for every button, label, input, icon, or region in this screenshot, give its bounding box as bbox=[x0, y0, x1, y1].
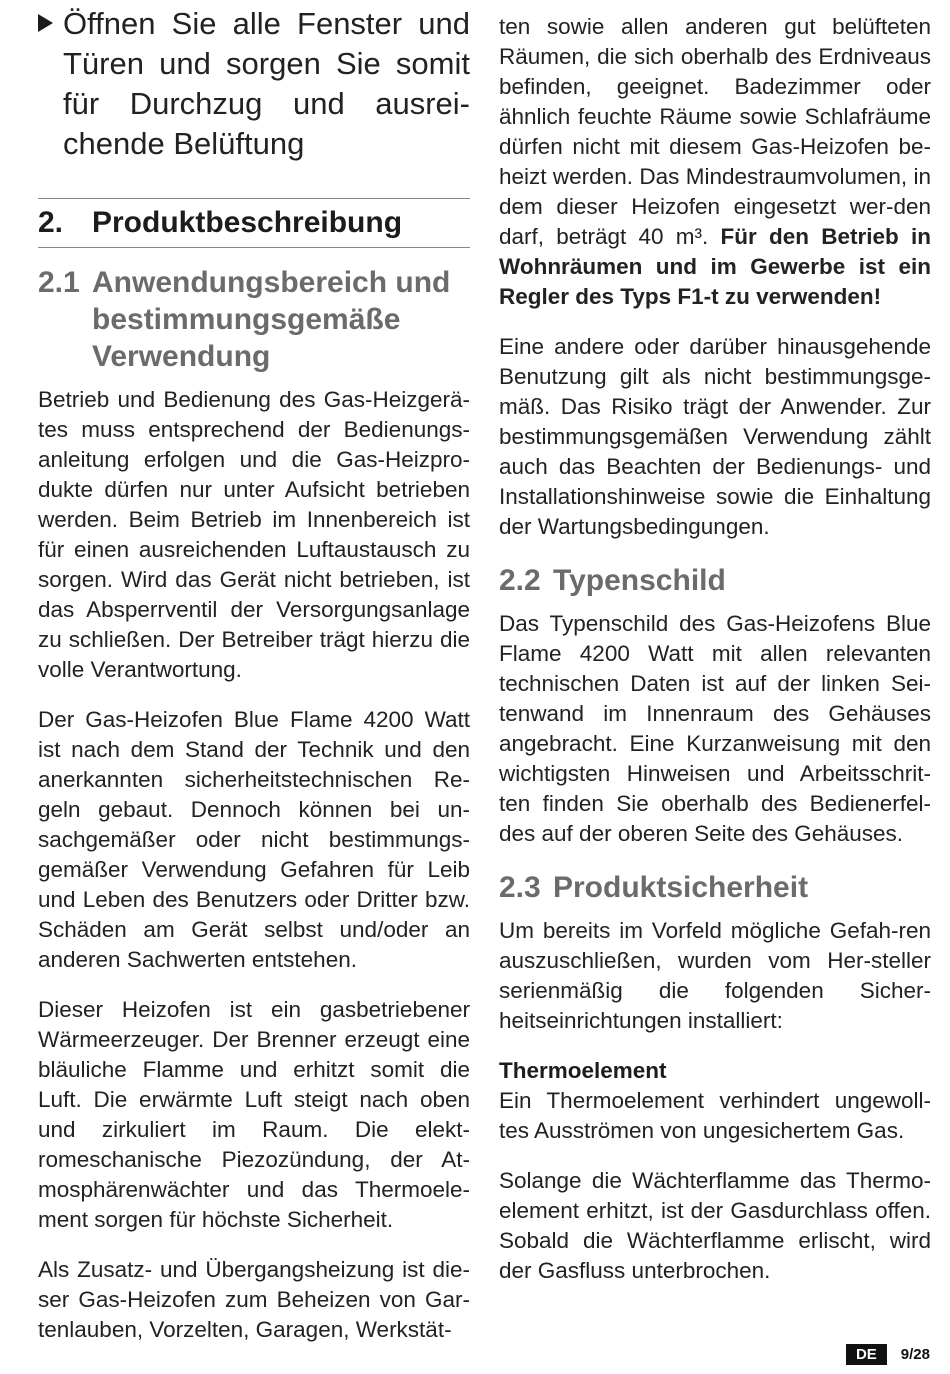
paragraph: Betrieb und Bedienung des Gas-Heizgerä-tes muss entsprechend der Bedienungs-anleitung erfolgen und die Gas-Heizpro-dukte dürfen nur unter Aufsicht betrieben werden. Beim Betrieb im Innenbereich ist für einen ausreichenden Luftaustausch zu sorgen. Wird das Gerät nicht betrieben, ist das Absperrventil der Versorgungsanlage zu schließen. Der Betreiber trägt hierzu die volle Verantwortung. bbox=[38, 387, 470, 682]
paragraph: Der Gas-Heizofen Blue Flame 4200 Watt ist nach dem Stand der Technik und den anerkannten sicherheitstechnischen Re-geln gebaut. Dennoch können bei un-sachgemäßer oder nicht bestimmungs-gemäßer Verwendung Gefahren für Leib und Leben des Benutzers oder Dritter bzw. Schäden am Gerät selbst und/oder an anderen Sachwerten entstehen. bbox=[38, 707, 470, 972]
bullet-text: Öffnen Sie alle Fenster und Türen und sorgen Sie somit für Durchzug und ausrei-chende Belüftung bbox=[63, 6, 470, 161]
paragraph: Das Typenschild des Gas-Heizofens Blue Flame 4200 Watt mit allen relevanten technischen Daten ist auf der linken Sei-tenwand im Innenraum des Gehäuses angebracht. Eine Kurzanweisung mit den wichtigsten Hinweisen und Arbeitsschrit-ten finden Sie oberhalb des Bedienerfel-des auf der oberen Seite des Gehäuses. bbox=[499, 611, 931, 846]
section-rule-bottom bbox=[38, 247, 470, 248]
subsection-heading-2-1 bbox=[38, 264, 470, 375]
paragraph: Als Zusatz- und Übergangsheizung ist die-ser Gas-Heizofen zum Beheizen von Gar-tenlauben, Vorzelten, Garagen, Werkstät- bbox=[38, 1257, 470, 1342]
paragraph bbox=[499, 12, 931, 312]
subsection-number: 2.3 bbox=[499, 871, 541, 904]
paragraph-bold-notice: Für den Betrieb in Wohnräumen und im Gewerbe ist ein Regler des Typs F1-t zu verwenden! bbox=[499, 224, 931, 309]
page-number: 9/28 bbox=[900, 1346, 930, 1363]
language-badge: DE bbox=[846, 1344, 887, 1365]
paragraph: Ein Thermoelement verhindert ungewoll-tes Ausströmen von ungesichertem Gas. bbox=[499, 1088, 931, 1143]
paragraph: Dieser Heizofen ist ein gasbetriebener Wärmeerzeuger. Der Brenner erzeugt eine bläuliche Flamme und erhitzt somit die Luft. Die erwärmte Luft steigt nach oben und zirkuliert im Raum. Die elekt-romeschanische Piezozündung, der At-mosphärenwächter und das Thermoele-ment sorgen für höchste Sicherheit. bbox=[38, 997, 470, 1232]
right-column bbox=[499, 12, 931, 1306]
paragraph-text: ten sowie allen anderen gut belüfteten Räumen, die sich oberhalb des Erdniveaus befinden, geeignet. Badezimmer oder ähnlich feuchte Räume sowie Schlafräume dürfen nicht mit diesem Gas-Heizofen be-heizt werden. Das Mindestraumvolumen, in dem dieser Heizofen eingesetzt wer-den darf, beträgt 40 m³. bbox=[499, 14, 931, 249]
thermoelement-title: Thermoelement bbox=[499, 1058, 667, 1083]
section-title: Produktbeschreibung bbox=[92, 206, 403, 239]
page-footer bbox=[846, 1344, 930, 1365]
subsection-title-line3: Verwendung bbox=[92, 340, 271, 373]
section-rule-top bbox=[38, 198, 470, 199]
triangle-bullet-icon bbox=[38, 14, 53, 32]
subsection-title: Produktsicherheit bbox=[553, 871, 809, 904]
paragraph: Um bereits im Vorfeld mögliche Gefah-ren auszuschließen, wurden vom Her-steller serienmäßig die folgenden Sicher-heitseinrichtungen installiert: bbox=[499, 918, 931, 1033]
subsection-title: Typenschild bbox=[553, 564, 726, 597]
subsection-title-line2: bestimmungsgemäße bbox=[92, 303, 401, 336]
bullet-item bbox=[38, 4, 470, 164]
subsection-title-line1: Anwendungsbereich und bbox=[92, 266, 451, 299]
left-column bbox=[38, 0, 470, 1365]
section-heading bbox=[38, 203, 470, 243]
subsection-number: 2.1 bbox=[38, 266, 80, 299]
section-number: 2. bbox=[38, 206, 64, 239]
subsection-heading-2-3 bbox=[499, 869, 931, 906]
paragraph: Eine andere oder darüber hinausgehende Benutzung gilt als nicht bestimmungsge-mäß. Das Risiko trägt der Anwender. Zur bestimmungsgemäßen Verwendung zählt auch das Beachten der Bedienungs- und Installationshinweise sowie die Einhaltung der Wartungsbedingungen. bbox=[499, 334, 931, 539]
paragraph: Solange die Wächterflamme das Thermo-element erhitzt, ist der Gasdurchlass offen. Sobald die Wächterflamme erlischt, wird der Gasfluss unterbrochen. bbox=[499, 1168, 931, 1283]
subsection-heading-2-2 bbox=[499, 562, 931, 599]
subsection-number: 2.2 bbox=[499, 564, 541, 597]
